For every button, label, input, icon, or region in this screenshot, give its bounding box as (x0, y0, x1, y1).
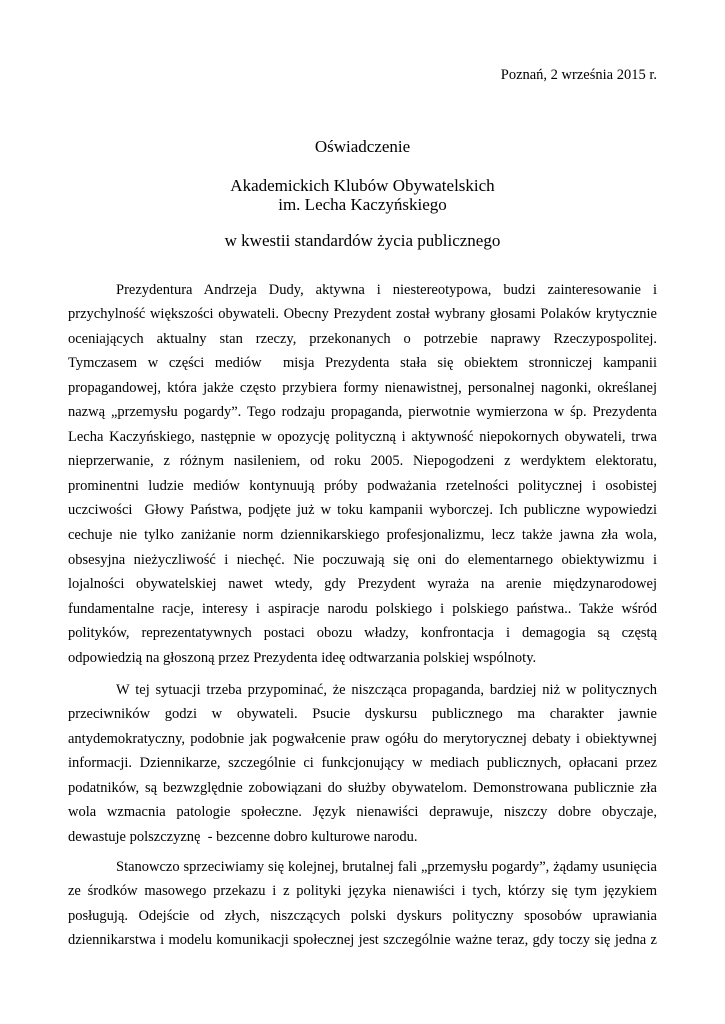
text-line: Tymczasem w części mediów misja Prezydenta stała się obiektem stronniczej kampanii (68, 355, 657, 372)
text-line: W tej sytuacji trzeba przypominać, że niszcząca propaganda, bardziej niż w politycznych (116, 681, 657, 698)
text-line: nazwą „przemysłu pogardy”. Tego rodzaju propaganda, pierwotnie wymierzona w śp. Prezydenta (68, 404, 657, 421)
text-line: uczciwości Głowy Państwa, podjęte już w toku kampanii wyborczej. Ich publiczne wypowiedzi (68, 502, 657, 519)
text-line: lojalności obywatelskiej nawet wtedy, gdy Prezydent wyraża na arenie międzynarodowej (68, 576, 657, 593)
text-line: prominentni ludzie mediów kontynuują próby podważania rzetelności politycznej i osobistej (68, 477, 657, 494)
title-subject-line: w kwestii standardów życia publicznego (224, 231, 501, 250)
paragraph-1 (68, 278, 657, 671)
text-line: informacji. Dziennikarze, szczególnie ci funkcjonujący w mediach publicznych, opłacani przez (68, 755, 657, 772)
text-line: podatników, są bezwzględnie zobowiązani do służby obywatelom. Demonstrowana publicznie zła (68, 779, 657, 796)
text-line: ze środków masowego przekazu i z polityki języka nienawiści i tych, którzy się tym językiem (68, 883, 657, 900)
text-line: obsesyjna nieżyczliwość i niechęć. Nie poczuwają się oni do elementarnego obiektywizmu i (68, 551, 657, 568)
text-line: przychylność większości obywateli. Obecny Prezydent został wybrany głosami Polaków krytycznie (68, 306, 657, 323)
text-line: posługują. Odejście od złych, niszczących polski dyskurs polityczny sposobów uprawiania (68, 907, 657, 924)
text-line: dewastuje polszczyznę - bezcenne dobro kulturowe narodu. (68, 828, 418, 845)
text-line: Prezydentura Andrzeja Dudy, aktywna i niestereotypowa, budzi zainteresowanie i (116, 281, 657, 298)
title-organization-line: Akademickich Klubów Obywatelskich (230, 176, 495, 195)
text-line: dziennikarstwa i modelu komunikacji społecznej jest szczególnie ważne teraz, gdy toczy się jedna z (68, 932, 657, 949)
place-date: Poznań, 2 września 2015 r. (500, 67, 657, 83)
text-line: nieprzerwanie, z różnym nasileniem, od roku 2005. Niepogodzeni z werdyktem elektoratu, (68, 453, 657, 470)
text-line: odpowiedzią na głoszoną przez Prezydenta ideę odtwarzania polskiej wspólnoty. (68, 649, 537, 666)
text-line: propagandowej, która jakże często przybiera formy nienawistnej, personalnej nagonki, określanej (68, 379, 657, 396)
text-line: cechuje nie tylko zaniżanie norm dziennikarskiego profesjonalizmu, lecz także jawna zła wola, (68, 526, 657, 543)
text-line: antydemokratyczny, podobnie jak pogwałcenie praw ogółu do merytorycznej debaty i obiektywnej (68, 730, 657, 747)
document-title: Oświadczenie (314, 137, 411, 156)
text-line: polityków, reprezentatywnych postaci obozu władzy, konfrontacja i demagogia są częstą (68, 625, 657, 642)
text-line: fundamentalne racje, interesy i aspiracje narodu polskiego i polskiego państwa.. Także wśród (68, 600, 657, 617)
text-line: Lecha Kaczyńskiego, następnie w opozycję polityczną i aktywność niepokornych obywateli, trwa (68, 428, 657, 445)
paragraph-3 (68, 855, 657, 953)
text-line: Stanowczo sprzeciwiamy się kolejnej, brutalnej fali „przemysłu pogardy”, żądamy usunięcia (116, 858, 657, 875)
text-line: wola wzmacnia patologie społeczne. Język nienawiści deprawuje, niszczy dobre obyczaje, (68, 804, 657, 821)
title-patron-line: im. Lecha Kaczyńskiego (278, 195, 447, 214)
text-line: oceniających aktualny stan rzeczy, przekonanych o potrzebie naprawy Rzeczypospolitej. (68, 330, 657, 347)
text-line: przeciwników godzi w obywateli. Psucie dyskursu publicznego ma charakter jawnie (68, 706, 657, 723)
paragraph-2 (68, 678, 657, 850)
